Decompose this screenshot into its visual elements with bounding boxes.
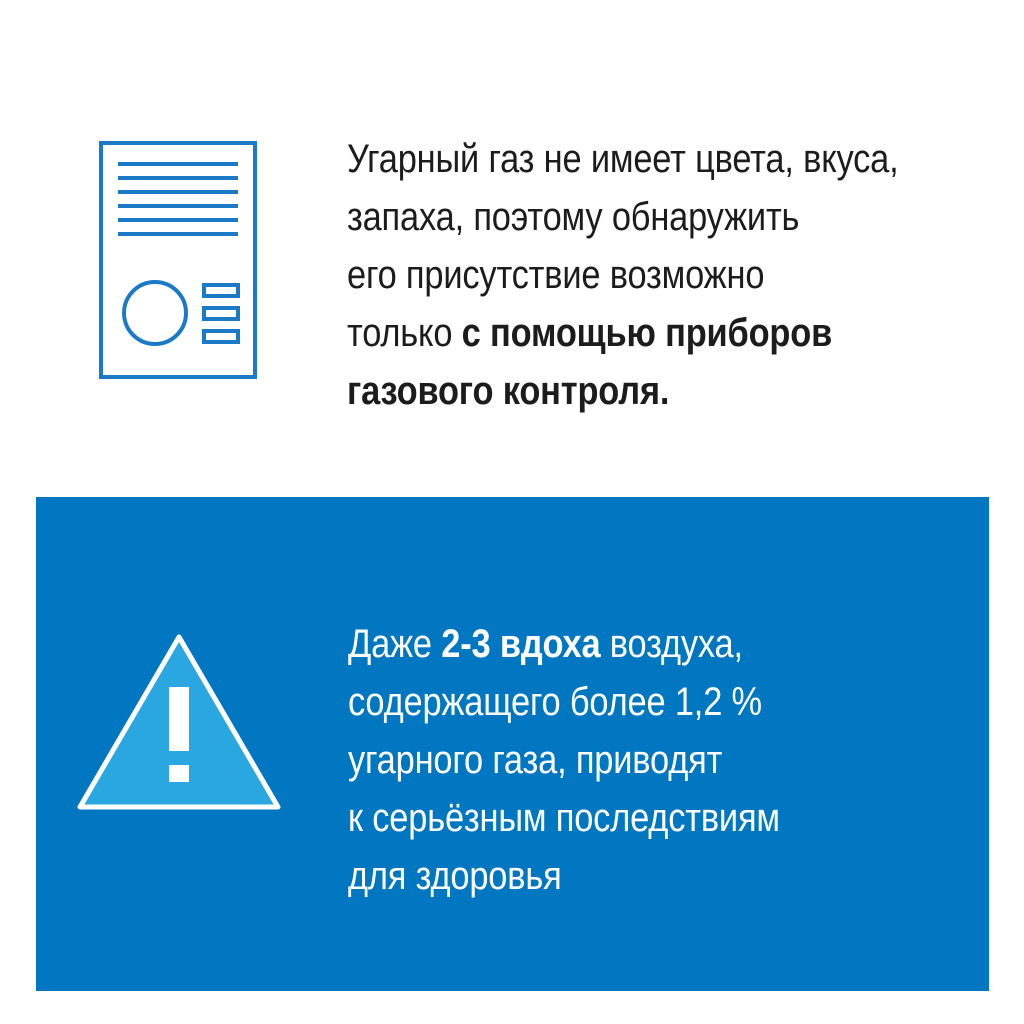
bottom-line-1 [348,615,898,673]
top-line-5 [347,362,897,420]
warning-panel [36,497,989,991]
bottom-line-1-normal-b: воздуха, [600,622,743,666]
top-line-4-normal: только [347,311,462,355]
bottom-line-1-normal-a: Даже [348,622,442,666]
top-line-3: его присутствие возможно [347,253,765,297]
top-line-5-bold: газового контроля. [347,369,670,413]
top-section [0,0,1024,497]
top-line-4 [347,304,897,362]
bottom-line-4: к серьёзным последствиям [348,796,780,840]
document-icon [98,140,258,380]
warning-message [348,615,898,905]
bottom-line-1-bold: 2-3 вдоха [441,622,601,666]
bottom-line-3: угарного газа, приводят [348,738,723,782]
top-line-4-bold: с помощью приборов [461,311,833,355]
top-line-2: запаха, поэтому обнаружить [347,195,800,239]
top-line-1: Угарный газ не имеет цвета, вкуса, [347,137,899,181]
warning-icon [74,631,284,815]
bottom-line-2: содержащего более 1,2 % [348,680,762,724]
bottom-line-5: для здоровья [348,854,562,898]
top-message [347,130,897,420]
